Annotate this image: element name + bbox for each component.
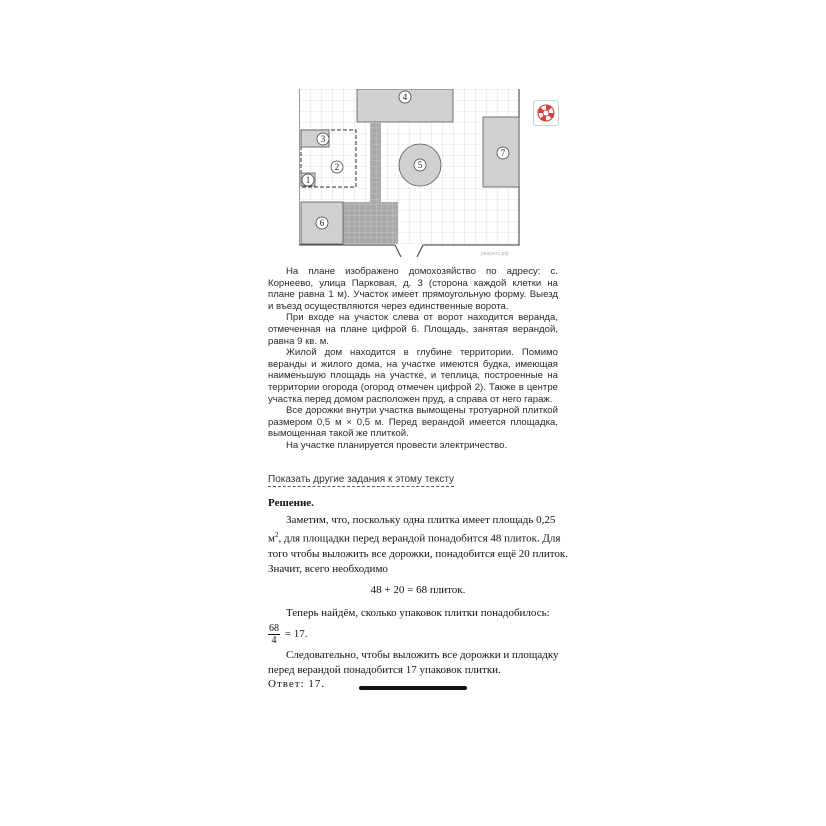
problem-paragraph: При входе на участок слева от ворот находится веранда, отмеченная на плане цифрой 6. Площадь, занятая верандой, равна 9 кв. м.	[268, 312, 558, 347]
fraction-numerator: 68	[269, 622, 279, 634]
solution-paragraph-1: Заметим, что, поскольку одна плитка имеет площадь 0,25 $м^2$, для площадки перед верандой понадобится 48 плиток. Для того чтобы выложить все дорожки, понадобится ещё 20 плиток. Значит, всего необходимо	[268, 514, 568, 575]
solution-formula: 48 + 20 = 68 плиток.	[370, 583, 466, 596]
problem-paragraph: Все дорожки внутри участка вымощены тротуарной плиткой размером 0,5 м × 0,5 м. Перед верандой имеется площадка, вымощенная такой же плиткой.	[268, 405, 558, 440]
solution-fraction-line	[268, 623, 568, 646]
problem-text	[268, 266, 558, 452]
fraction-result: = 17.	[284, 627, 308, 640]
answer-text: Ответ: 17.	[268, 678, 326, 690]
solution-paragraph-3: Следовательно, чтобы выложить все дорожки и площадку перед верандой понадобится 17 упаковок плитки.	[268, 648, 559, 676]
plan-label-6: 6	[319, 218, 325, 228]
plan-label-3: 3	[320, 134, 326, 144]
fraction-denominator: 4	[271, 634, 277, 646]
plan-label-5: 5	[417, 160, 423, 170]
site-plan-diagram	[299, 89, 531, 257]
plan-label-1: 1	[305, 175, 311, 185]
plan-watermark: решуегэ.рф	[481, 251, 509, 257]
problem-paragraph: На плане изображено домохозяйство по адресу: с. Корнеево, улица Парковая, д. 3 (сторона каждой клетки на плане равна 1 м). Участок имеет прямоугольную форму. Выезд и въезд осуществляются через единственные ворота.	[268, 266, 558, 312]
home-indicator-bar[interactable]	[359, 686, 467, 690]
fraction	[268, 623, 280, 646]
plan-label-4: 4	[402, 92, 408, 102]
more-tasks-link[interactable]: Показать другие задания к этому тексту	[268, 474, 455, 485]
path-vertical	[370, 122, 381, 202]
solution-block	[268, 496, 568, 678]
solution-heading: Решение.	[268, 497, 314, 509]
plan-label-2: 2	[334, 162, 340, 172]
solution-paragraph-2: Теперь найдём, сколько упаковок плитки понадобилось:	[286, 606, 550, 619]
problem-paragraph: Жилой дом находится в глубине территории. Помимо веранды и жилого дома, на участке имеются будка, имеющая наименьшую площадь на участке, и теплица, построенные на территории огорода (огород отмечен цифрой 2). Также в центре участка перед домом расположен пруд, а справа от него гараж.	[268, 347, 558, 405]
paved-area	[343, 202, 398, 244]
plan-label-7: 7	[500, 148, 506, 158]
problem-paragraph: На участке планируется провести электричество.	[286, 439, 508, 451]
lifebuoy-icon	[534, 101, 558, 125]
help-button[interactable]	[533, 100, 559, 126]
